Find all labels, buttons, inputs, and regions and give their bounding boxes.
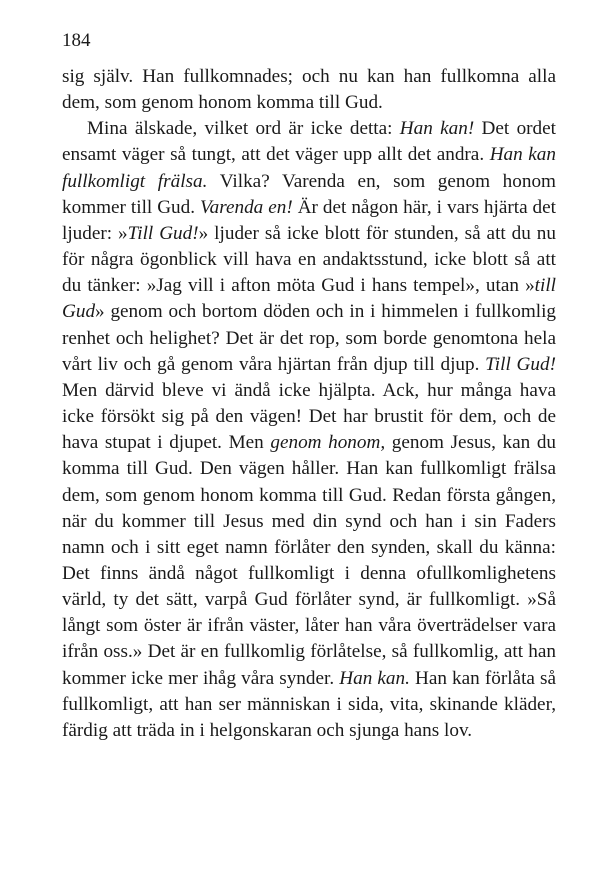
- emphasis-text: Han kan.: [339, 667, 410, 689]
- text-run: genom Jesus, kan du komma till Gud. Den vägen håller. Han kan fullkomligt frälsa dem, som genom honom komma till Gud. Redan första gången, när du kommer till Jesus med din synd och han i sin Faders namn och i sitt eget namn förlåter den synden, skall du känna: Det finns ändå något fullkomligt i denna ofullkomlighetens värld, ty det sätt, varpå Gud förlåter synd, är fullkomligt. »Så långt som öster är ifrån väster, låter han våra överträdelser vara ifrån oss.» Det är en fullkomlig förlåtelse, så fullkomlig, att han kommer icke mer ihåg våra synder.: [62, 432, 557, 689]
- text-run: Han kan förlåta så fullkomligt, att han ser människan i sida, vita, skinande kläder, färdig att träda in i helgonskaran och sjunga hans lov.: [62, 667, 556, 741]
- emphasis-text: Han kan!: [399, 118, 475, 140]
- text-run: » genom och bortom döden och in i himmelen i fullkomlig renhet och helighet? Det är det rop, som borde genomtona hela vårt liv och gå genom våra hjärtan från djup till djup.: [62, 301, 556, 375]
- text-run: sig själv. Han fullkomnades; och nu kan han fullkomna alla dem, som genom honom komma till Gud.: [62, 66, 556, 114]
- text-run: Det ordet ensamt väger så tungt, att det väger upp allt det andra.: [62, 118, 556, 166]
- page-number: 184: [62, 30, 91, 51]
- body-text: [62, 64, 556, 744]
- emphasis-text: Han kan fullkomligt frälsa.: [62, 144, 556, 192]
- text-run: Men därvid bleve vi ändå icke hjälpta. Ack, hur många hava icke försökt sig på den vägen! Det har brustit för dem, och de hava stupat i djupet. Men: [62, 379, 556, 454]
- paragraph-1: [62, 64, 556, 116]
- emphasis-text: genom honom,: [270, 432, 386, 454]
- emphasis-text: Varenda en!: [200, 196, 293, 218]
- emphasis-text: Till Gud!: [127, 222, 199, 244]
- book-page: [62, 30, 556, 744]
- emphasis-text: Till Gud!: [485, 353, 556, 375]
- text-run: Mina älskade, vilket ord är icke detta:: [87, 118, 400, 140]
- text-run: Är det någon här, i vars hjärta det ljuder: »: [62, 196, 556, 244]
- paragraph-2: [62, 116, 556, 744]
- text-run: » ljuder så icke blott för stunden, så att du nu för några ögonblick vill hava en andaktsstund, icke blott så att du tänker: »Jag vill i afton möta Gud i hans tempel», utan »: [62, 222, 556, 297]
- text-run: Vilka? Varenda en, som genom honom kommer till Gud.: [62, 170, 556, 218]
- emphasis-text: till Gud: [62, 275, 556, 323]
